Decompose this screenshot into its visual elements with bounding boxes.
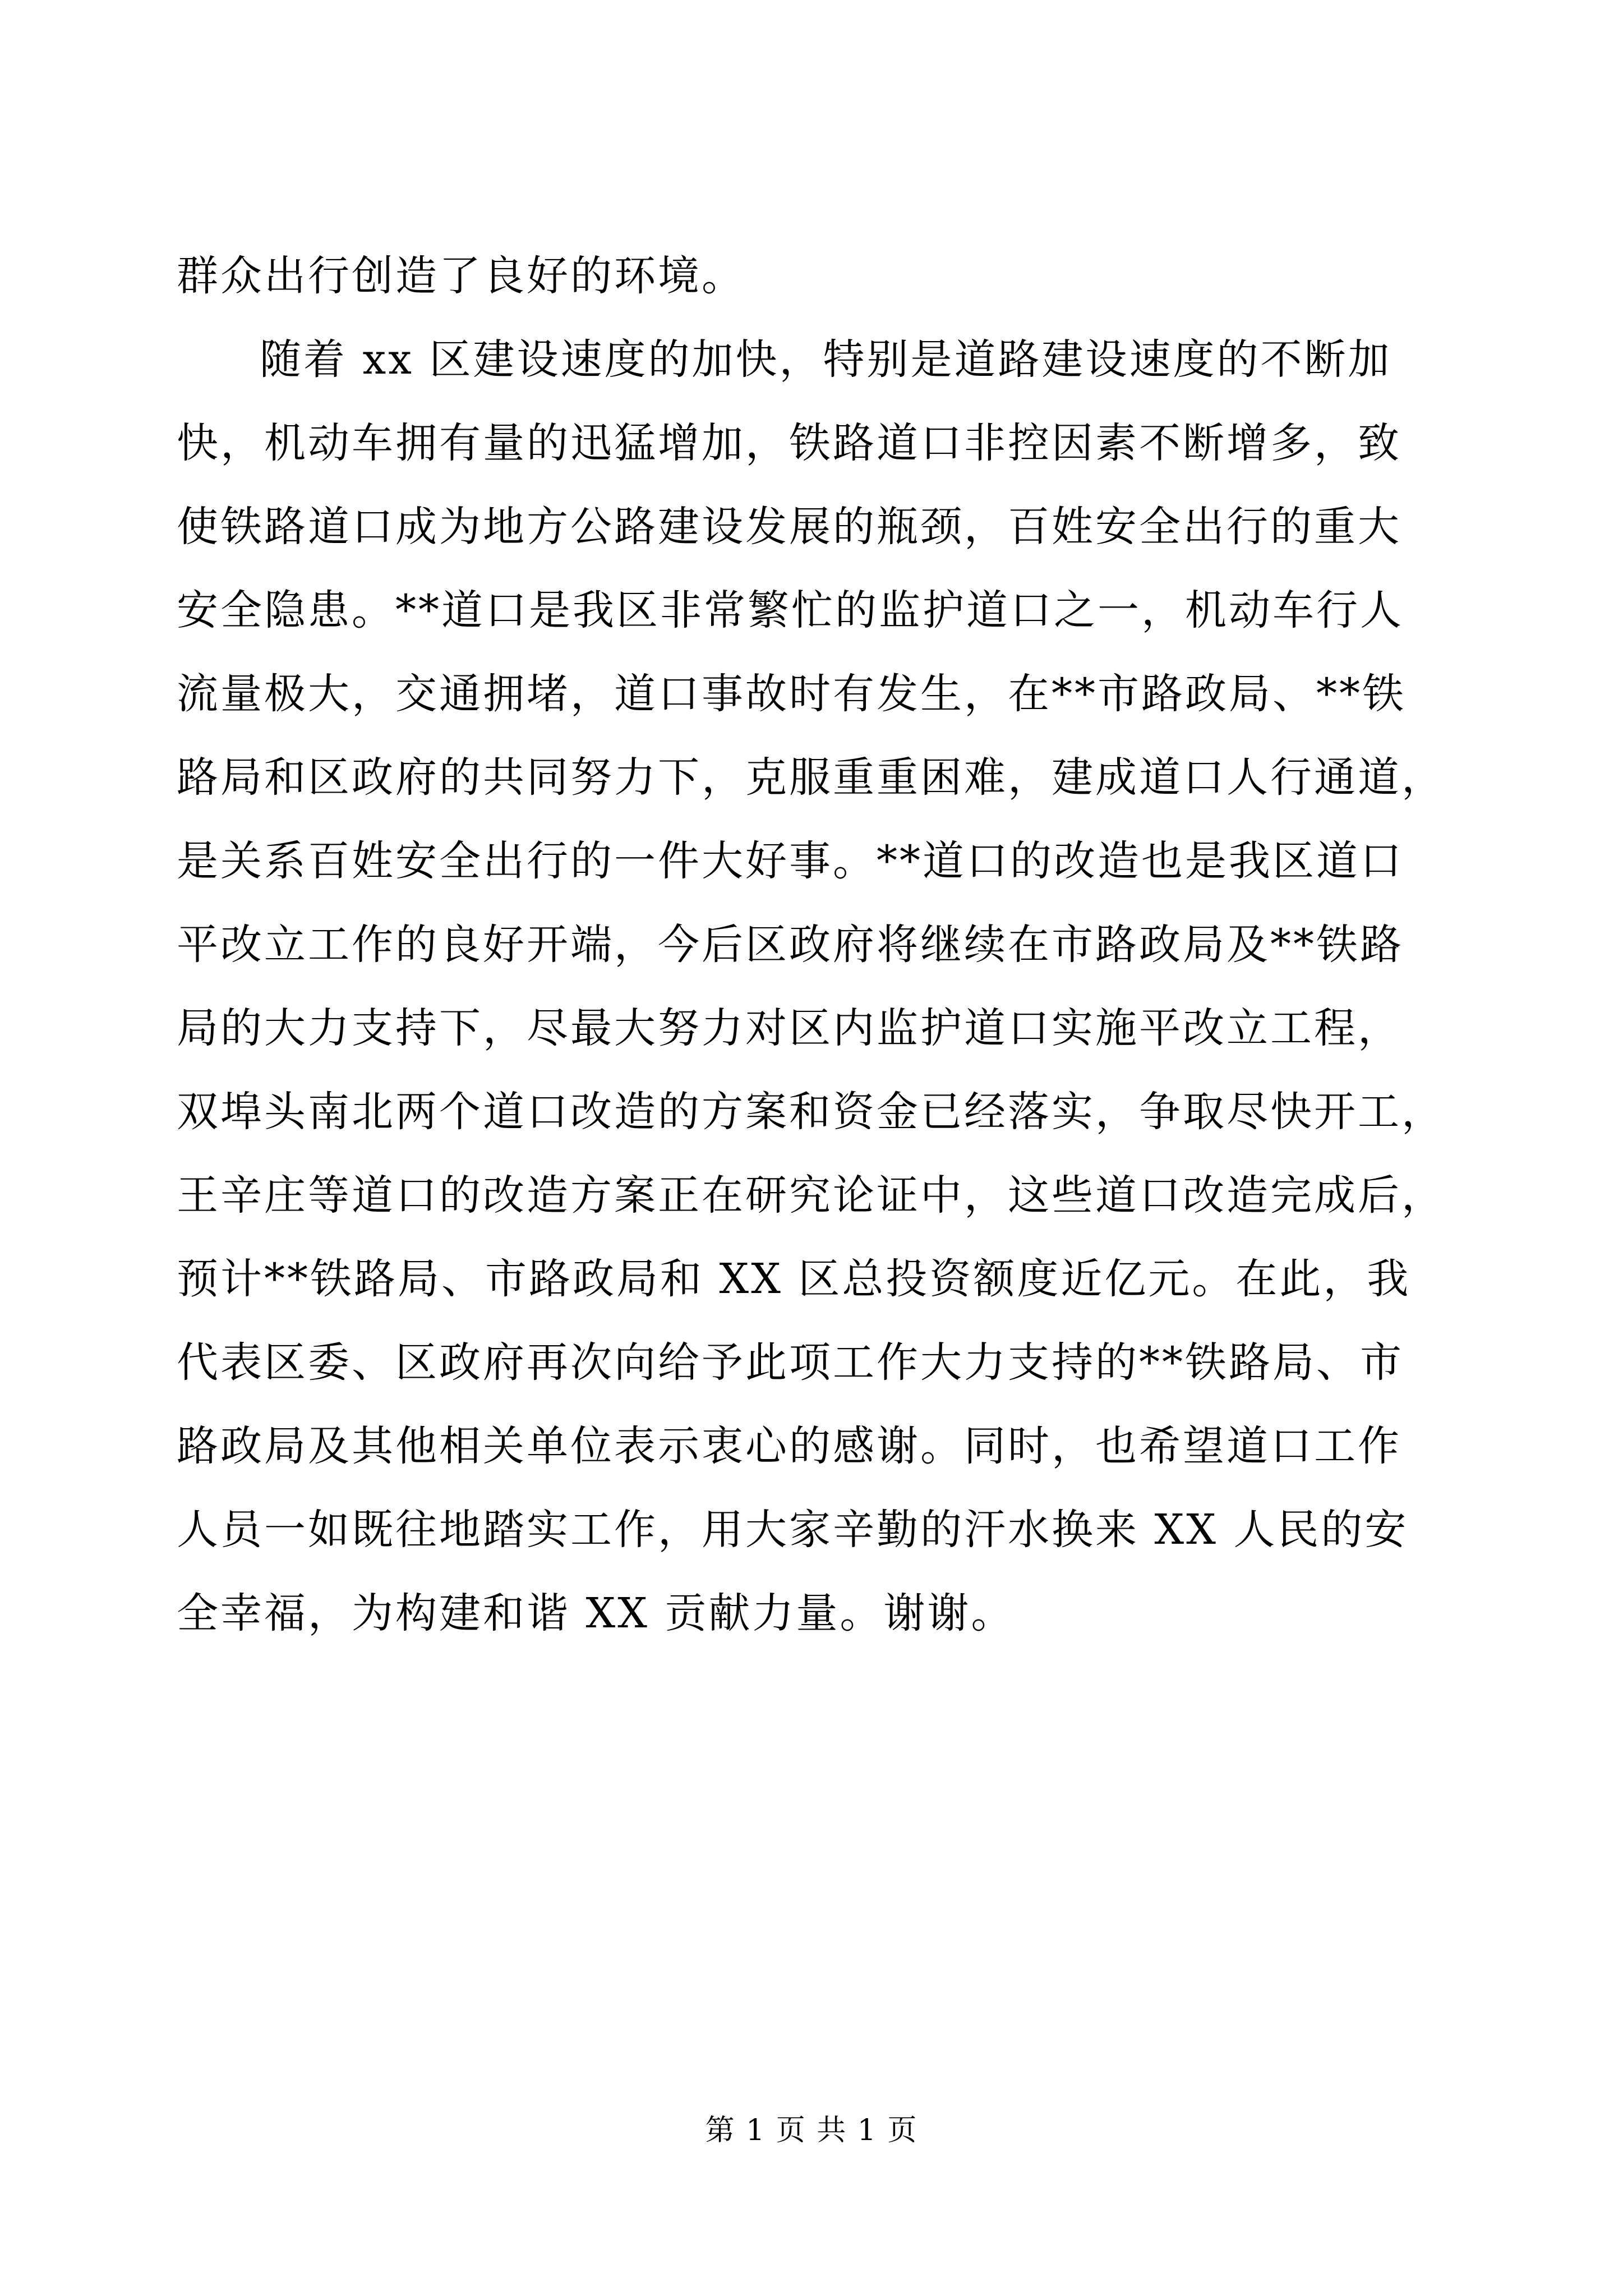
text-line: 使铁路道口成为地方公路建设发展的瓶颈，百姓安全出行的重大 bbox=[177, 503, 1401, 551]
paragraph-first-line: 随着 xx 区建设速度的加快，特别是道路建设速度的不断加 bbox=[260, 335, 1392, 384]
text-line: 双埠头南北两个道口改造的方案和资金已经落实，争取尽快开工， bbox=[177, 1088, 1445, 1136]
page-footer: 第 1 页 共 1 页 bbox=[705, 2114, 918, 2147]
text-line: 人员一如既往地踏实工作，用大家辛勤的汗水换来 XX 人民的安 bbox=[177, 1506, 1409, 1554]
text-line: 路局和区政府的共同努力下，克服重重困难，建成道口人行通道， bbox=[177, 753, 1445, 802]
text-line: 安全隐患。**道口是我区非常繁忙的监护道口之一，机动车行人 bbox=[177, 586, 1404, 634]
text-line: 局的大力支持下，尽最大努力对区内监护道口实施平改立工程， bbox=[177, 1004, 1401, 1052]
text-line: 流量极大，交通拥堵，道口事故时有发生，在**市路政局、**铁 bbox=[177, 670, 1406, 718]
text-line: 路政局及其他相关单位表示衷心的感谢。同时，也希望道口工作 bbox=[177, 1422, 1401, 1470]
text-line: 平改立工作的良好开端，今后区政府将继续在市路政局及**铁路 bbox=[177, 921, 1404, 969]
text-line: 全幸福，为构建和谐 XX 贡献力量。谢谢。 bbox=[177, 1589, 1015, 1637]
text-line: 代表区委、区政府再次向给予此项工作大力支持的**铁路局、市 bbox=[177, 1338, 1404, 1387]
text-line: 是关系百姓安全出行的一件大好事。**道口的改造也是我区道口 bbox=[177, 837, 1404, 885]
body-text bbox=[177, 234, 1446, 1655]
text-line: 预计**铁路局、市路政局和 XX 区总投资额度近亿元。在此，我 bbox=[177, 1255, 1411, 1303]
text-line: 快，机动车拥有量的迅猛增加，铁路道口非控因素不断增多，致 bbox=[177, 419, 1401, 467]
text-line: 群众出行创造了良好的环境。 bbox=[177, 252, 745, 300]
text-line: 王辛庄等道口的改造方案正在研究论证中，这些道口改造完成后， bbox=[177, 1171, 1445, 1220]
